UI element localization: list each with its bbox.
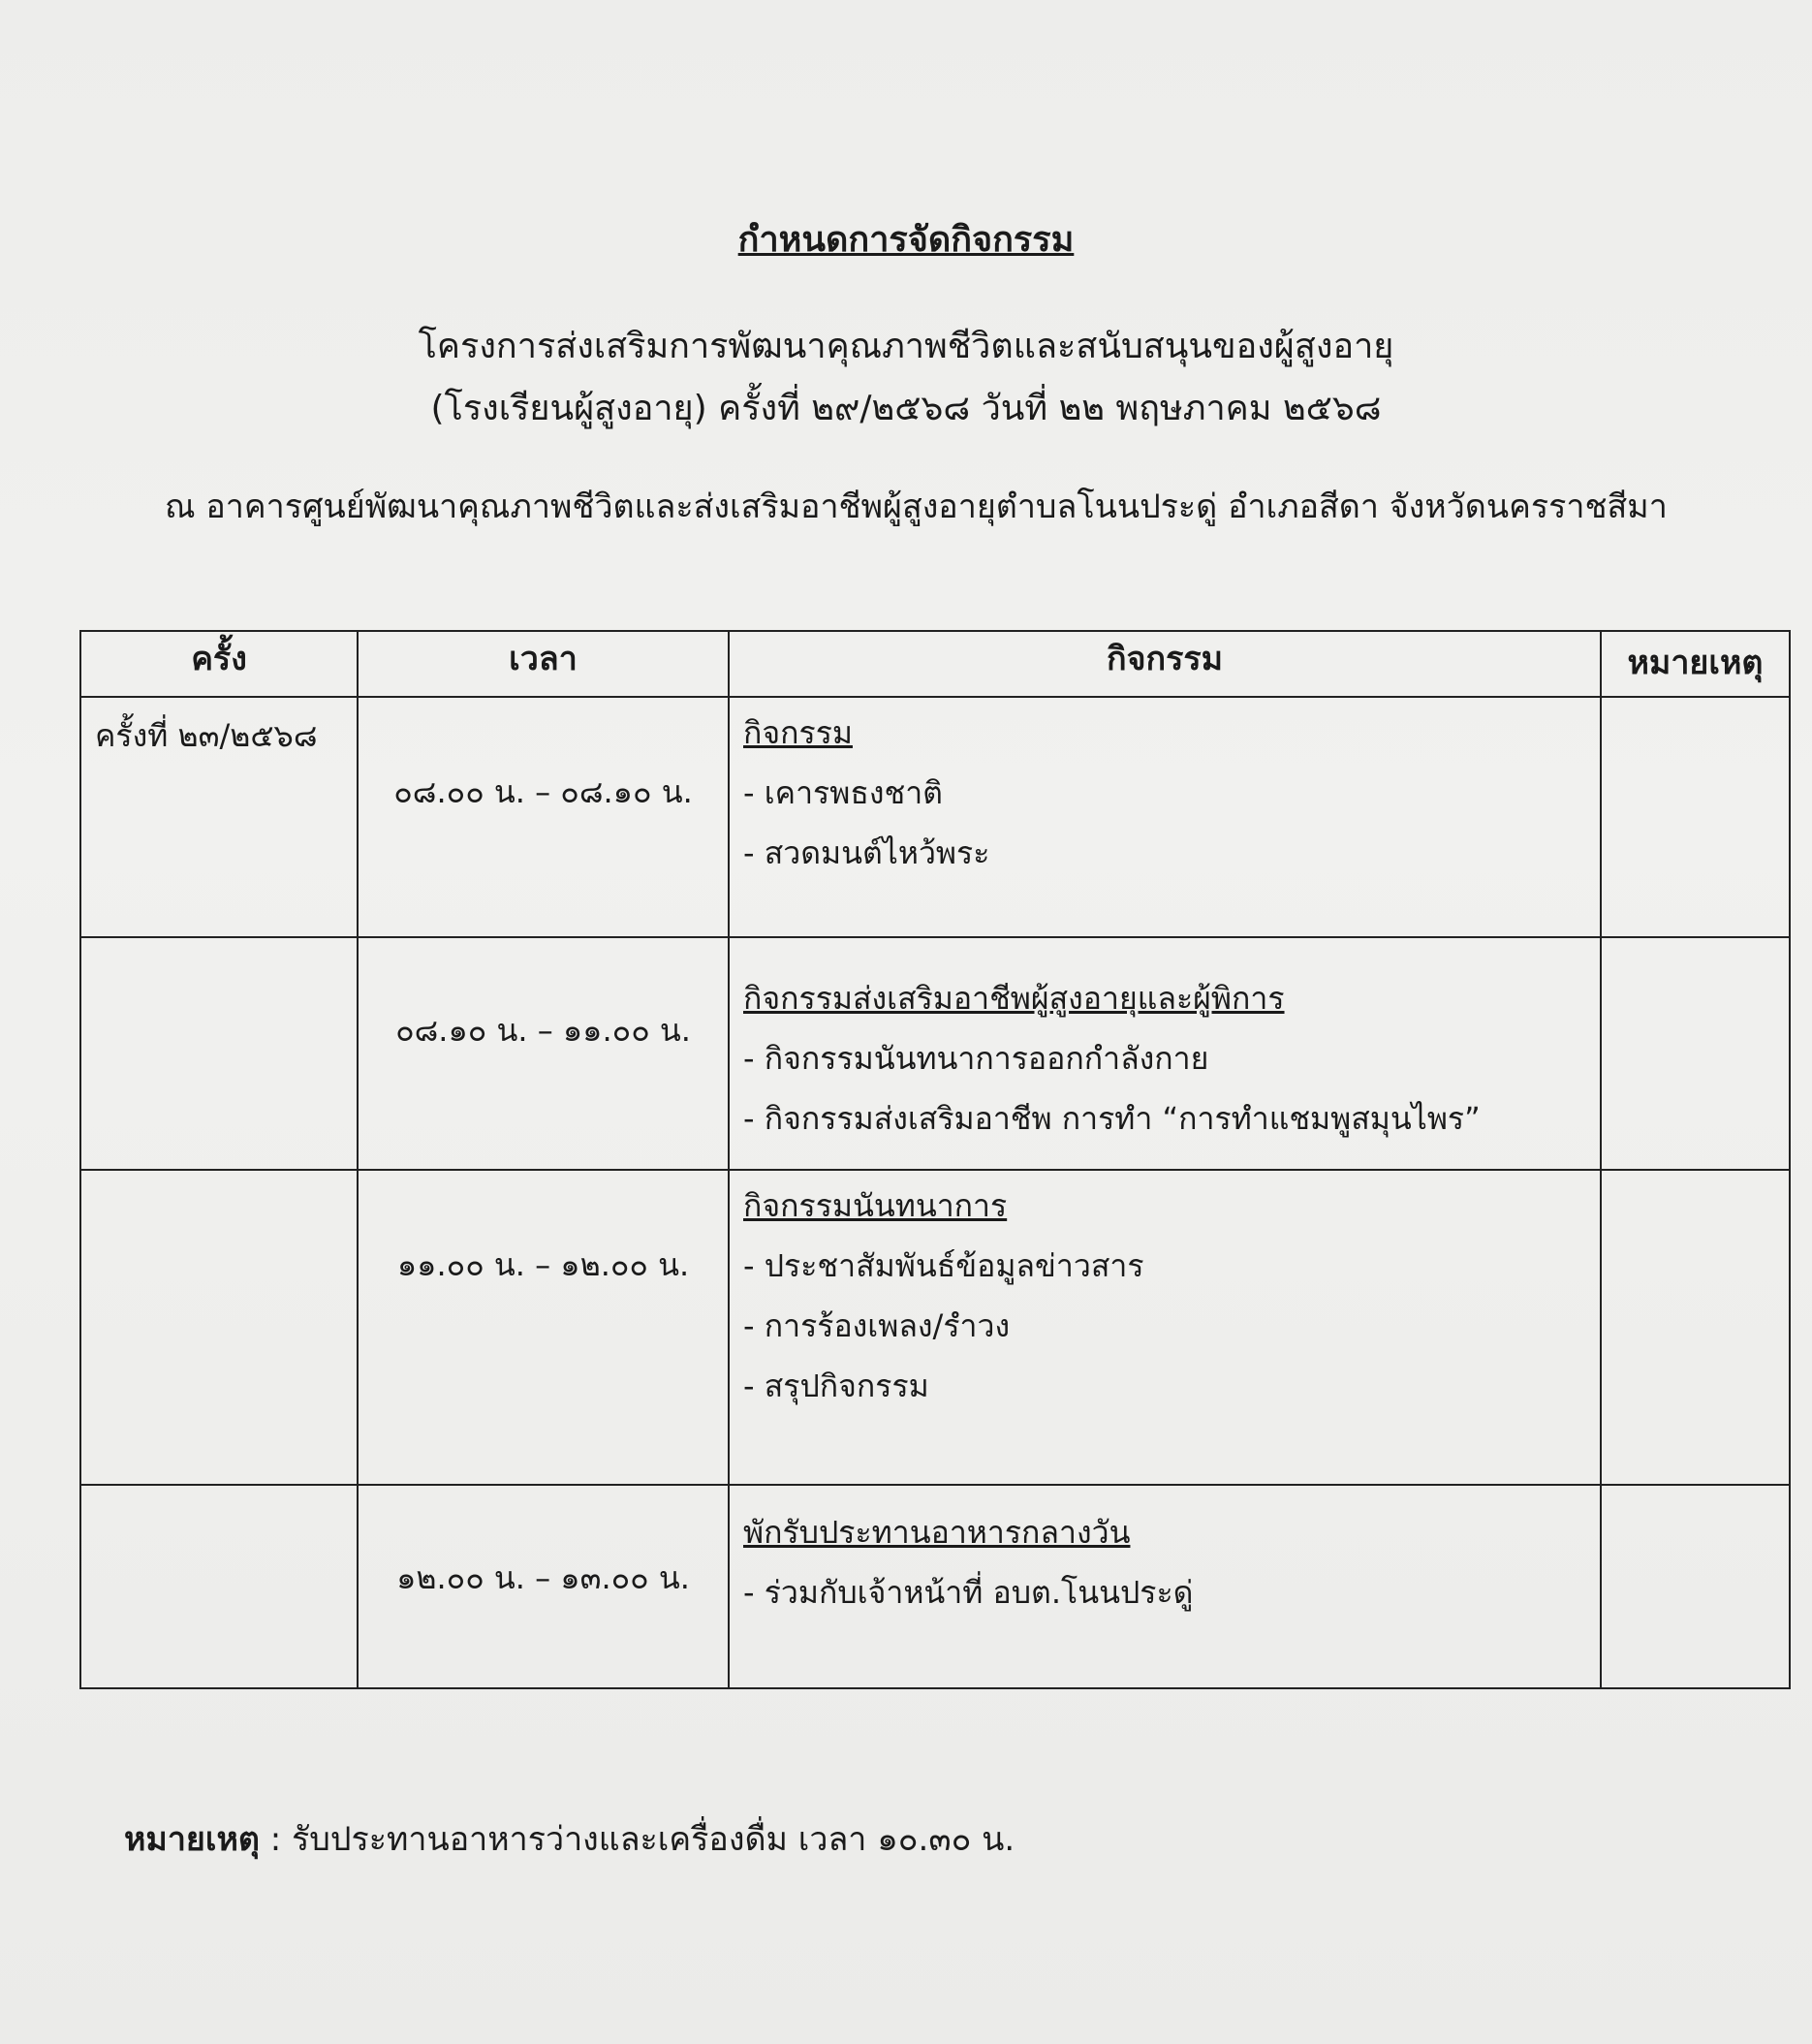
round-cell: ครั้งที่ ๒๓/๒๕๖๘ xyxy=(80,697,358,937)
time-cell: ๑๑.๐๐ น. – ๑๒.๐๐ น. xyxy=(358,1170,729,1485)
activity-item: - กิจกรรมนันทนาการออกกำลังกาย xyxy=(743,1040,1209,1077)
page-title: กำหนดการจัดกิจกรรม xyxy=(737,220,1075,260)
activity-cell xyxy=(729,1170,1601,1485)
header-remark: หมายเหตุ xyxy=(1601,631,1790,697)
footnote-label: หมายเหตุ xyxy=(124,1820,260,1859)
round-cell xyxy=(80,1485,358,1688)
round-cell xyxy=(80,937,358,1170)
activity-heading: พักรับประทานอาหารกลางวัน xyxy=(743,1514,1131,1551)
activity-item: - สวดมนต์ไหว้พระ xyxy=(743,834,990,871)
activity-item: - เคารพธงชาติ xyxy=(743,774,943,811)
session-date-line: (โรงเรียนผู้สูงอายุ) ครั้งที่ ๒๙/๒๕๖๘ วันที่ ๒๒ พฤษภาคม ๒๕๖๘ xyxy=(430,389,1382,428)
schedule-table xyxy=(79,630,1791,1689)
round-cell xyxy=(80,1170,358,1485)
table-row xyxy=(80,1485,1790,1688)
activity-item: - การร้องเพลง/รำวง xyxy=(743,1307,1011,1344)
location-line: ณ อาคารศูนย์พัฒนาคุณภาพชีวิตและส่งเสริมอาชีพผู้สูงอายุตำบลโนนประดู่ อำเภอสีดา จังหวัดนครราชสีมา xyxy=(165,487,1668,526)
activity-heading: กิจกรรมส่งเสริมอาชีพผู้สูงอายุและผู้พิการ xyxy=(743,980,1285,1017)
footnote-text: : รับประทานอาหารว่างและเครื่องดื่ม เวลา ๑๐.๓๐ น. xyxy=(259,1820,1015,1859)
remark-cell xyxy=(1601,937,1790,1170)
activity-cell xyxy=(729,937,1601,1170)
activity-item: - กิจกรรมส่งเสริมอาชีพ การทำ “การทำแชมพูสมุนไพร” xyxy=(743,1100,1481,1137)
footnote xyxy=(124,1812,1015,1865)
project-name: โครงการส่งเสริมการพัฒนาคุณภาพชีวิตและสนับสนุนของผู้สูงอายุ xyxy=(418,327,1394,366)
activity-cell xyxy=(729,697,1601,937)
table-header-row xyxy=(80,631,1790,697)
activity-item: - ประชาสัมพันธ์ข้อมูลข่าวสาร xyxy=(743,1247,1144,1284)
activity-heading: กิจกรรม xyxy=(743,714,853,751)
time-cell: ๐๘.๐๐ น. – ๐๘.๑๐ น. xyxy=(358,697,729,937)
remark-cell xyxy=(1601,1485,1790,1688)
header-activity: กิจกรรม xyxy=(729,631,1601,697)
header-time: เวลา xyxy=(358,631,729,697)
table-row xyxy=(80,937,1790,1170)
header-round: ครั้ง xyxy=(80,631,358,697)
remark-cell xyxy=(1601,1170,1790,1485)
activity-heading: กิจกรรมนันทนาการ xyxy=(743,1187,1008,1224)
time-cell: ๐๘.๑๐ น. – ๑๑.๐๐ น. xyxy=(358,937,729,1170)
activity-item: - ร่วมกับเจ้าหน้าที่ อบต.โนนประดู่ xyxy=(743,1574,1194,1611)
table-row xyxy=(80,1170,1790,1485)
remark-cell xyxy=(1601,697,1790,937)
time-cell: ๑๒.๐๐ น. – ๑๓.๐๐ น. xyxy=(358,1485,729,1688)
activity-item: - สรุปกิจกรรม xyxy=(743,1368,929,1404)
activity-cell xyxy=(729,1485,1601,1688)
table-row xyxy=(80,697,1790,937)
